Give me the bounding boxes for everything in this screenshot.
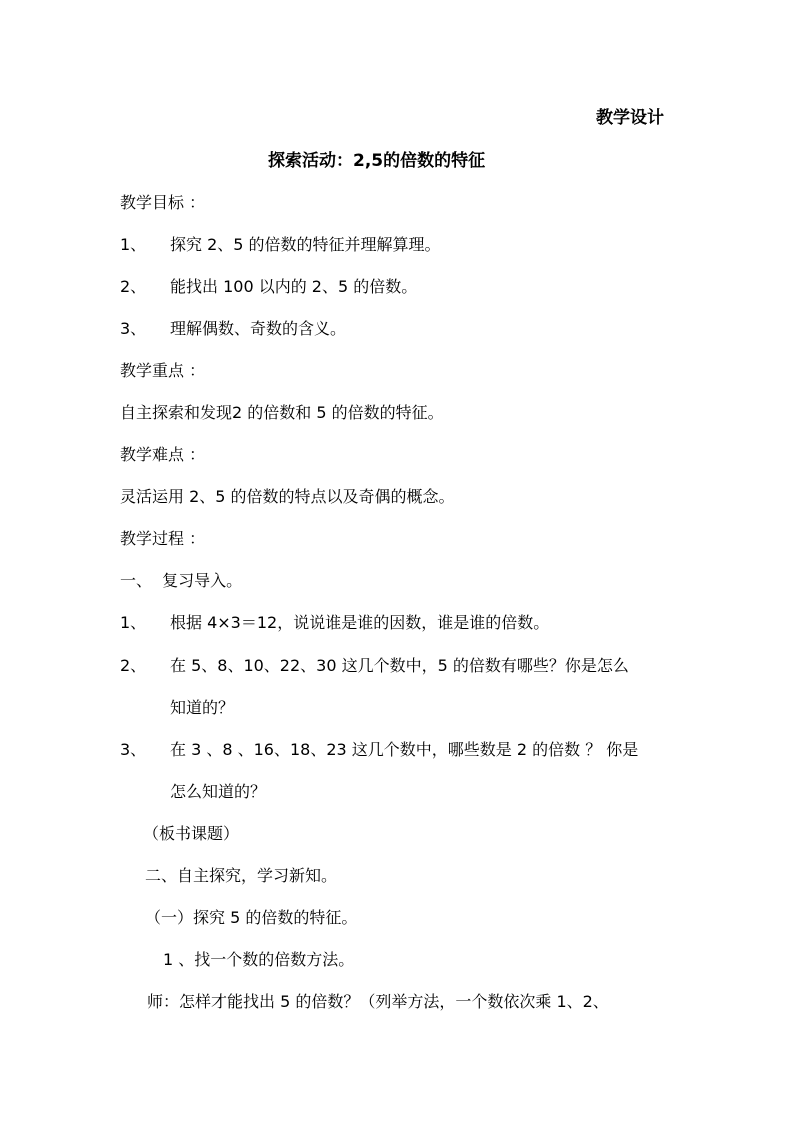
review-number-3: 3、 <box>120 740 147 759</box>
teacher-line: 师：怎样才能找出 5 的倍数？（列举方法，一个数依次乘 1、2、 <box>147 992 609 1011</box>
section-2-heading: 二、自主探究，学习新知。 <box>145 866 338 885</box>
goals-heading: 教学目标 ： <box>120 193 206 212</box>
goal-number-1: 1、 <box>120 235 147 254</box>
difficulty-heading: 教学难点 ： <box>120 445 206 464</box>
review-number-2: 2、 <box>120 656 147 675</box>
review-text-3-line-2: 怎么知道的？ <box>170 782 267 801</box>
goal-text-3: 理解偶数、奇数的含义。 <box>170 319 347 338</box>
key-text: 自主探索和发现2 的倍数和 5 的倍数的特征。 <box>120 403 444 422</box>
goal-text-1: 探究 2、5 的倍数的特征并理解算理。 <box>170 235 441 254</box>
difficulty-text: 灵活运用 2、5 的倍数的特点以及奇偶的概念。 <box>120 487 455 506</box>
review-text-2-line-2: 知道的？ <box>170 698 235 717</box>
review-number-1: 1、 <box>120 613 147 632</box>
review-text-1: 根据 4×3＝12，说说谁是谁的因数，谁是谁的倍数。 <box>170 613 550 632</box>
goal-number-3: 3、 <box>120 319 147 338</box>
subsection-1-heading: （一）探究 5 的倍数的特征。 <box>145 908 358 927</box>
process-heading: 教学过程 ： <box>120 529 206 548</box>
review-text-2-line-1: 在 5、8、10、22、30 这几个数中，5 的倍数有哪些？你是怎么 <box>170 656 629 675</box>
page-title: 探索活动：2,5的倍数的特征 <box>268 151 486 171</box>
board-note: （板书课题） <box>143 824 240 843</box>
section-1-heading: 一、 复习导入。 <box>120 571 243 590</box>
key-heading: 教学重点 ： <box>120 361 206 380</box>
goal-text-2: 能找出 100 以内的 2、5 的倍数。 <box>170 277 418 296</box>
goal-number-2: 2、 <box>120 277 147 296</box>
step-1-text: 1 、找一个数的倍数方法。 <box>163 950 355 969</box>
header-right-label: 教学设计 <box>596 108 664 128</box>
review-text-3-line-1: 在 3 、8 、16、18、23 这几个数中，哪些数是 2 的倍数 ？ 你是 <box>170 740 639 759</box>
